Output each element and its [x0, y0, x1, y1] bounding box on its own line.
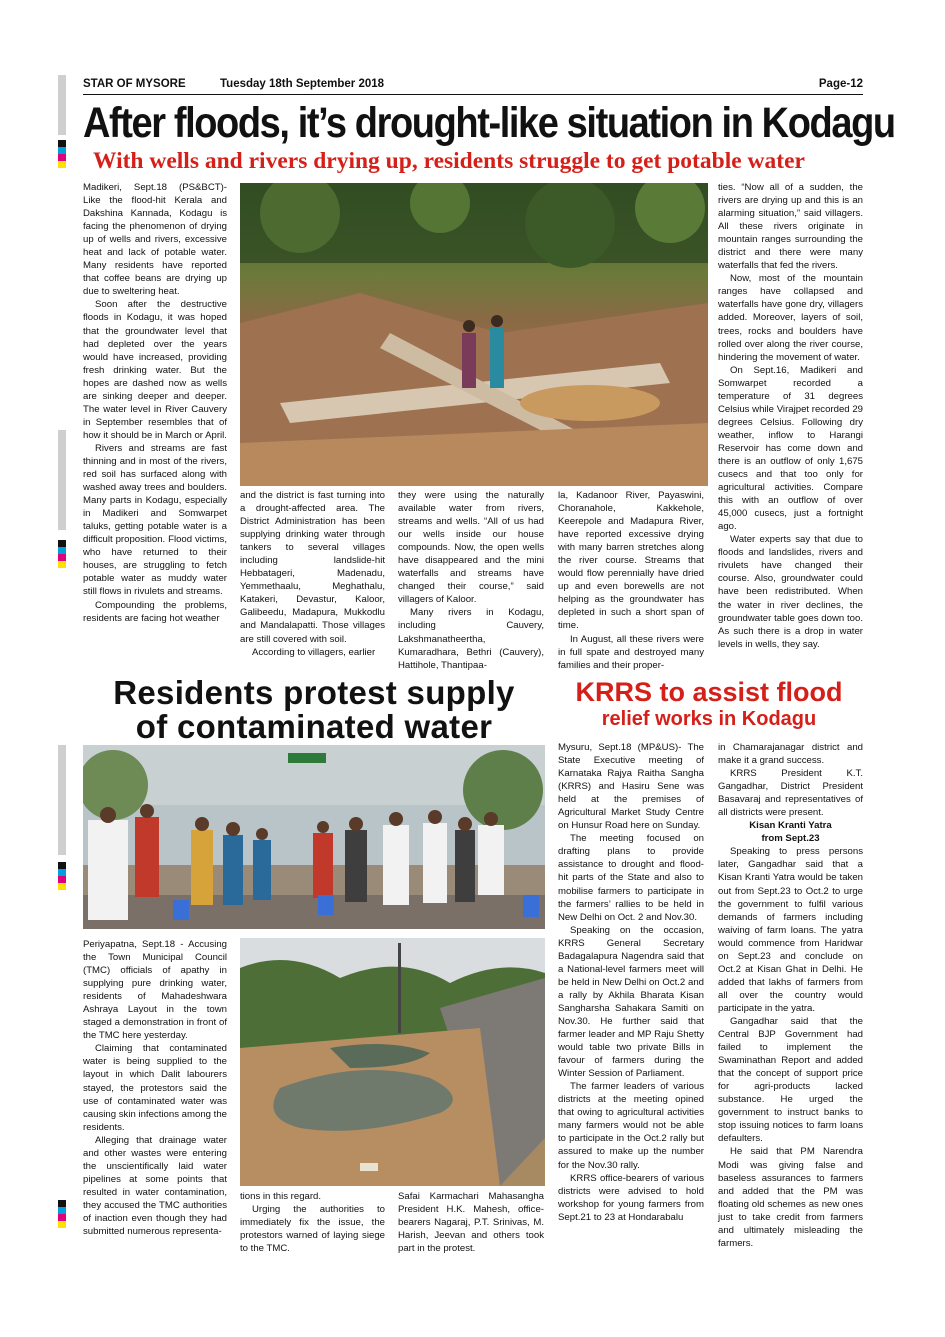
issue-date: Tuesday 18th September 2018 [220, 78, 385, 90]
flood-debris-photo [240, 183, 708, 486]
article2-column-3: Safai Karmachari Mahasangha President H.K. Mahesh, office-bearers Nagaraj, P.T. Srinivas, M. Harish, Jeevan and others took part in the protest. [398, 1191, 544, 1255]
main-headline: After floods, it’s drought-like situation in Kodagu [83, 100, 895, 148]
protest-group-photo [83, 745, 545, 929]
margin-strip [58, 430, 66, 530]
margin-strip [58, 745, 66, 855]
article2-headline: Residents protest supply of contaminated water [113, 674, 515, 745]
article1-column-2: and the district is fast turning into a drought-affected area. The District Administration has been supplying drinking water through tankers to several villages including landslide-hit Hebbatageri, Madenadu, Yemmethaalu, Meghathalu, Katakeri, Devastur, Kaloor, Galibeedu, Madapura, Mukkodlu and Mandalapatti. Those villages are still covered with soil. According to villagers, earlier [240, 490, 385, 658]
masthead-rule [83, 94, 863, 95]
article1-column-3: they were using the naturally available water from rivers, streams and wells. “All of us had our wells inside our house compounds. Now, the open wells have disappeared and the mini waterfalls and streams have changed their course,” said villagers of Kaloor. Many rivers in Kodagu, including Cauvery, Lakshmanatheertha, Kumaradhara, Bethri (Cauvery), Hattihole, Thantipaa- [398, 490, 544, 671]
article3-column-1: Mysuru, Sept.18 (MP&US)- The State Executive meeting of Karnataka Rajya Raitha Sangha (KRRS) and Hasiru Sene was held at the premises of Agricultural Market Study Centre on Hunsur Road here on Sunday. The meeting focused on drafting plans to provide assistance to drought and flood-hit parts of the State and also to mobilise farmers to participate in the farmers’ rallies to be held in New Delhi on Oct. 2 and Nov.30. Speaking on the occasion, KRRS General Secretary Badagalapura Nagendra said that a National-level farmers meet will be held in New Delhi on Oct.2 and a rally by Akhila Bharata Kisan Sangharsha Sahakara Samiti on Nov.30. He further said that farmer leader and MP Raju Shetty would table two private Bills in favour of farmers during the Winter Session of Parliament. The farmer leaders of various districts at the meeting opined that owing to agricultural activities many farmers would not be able to participate in the Oct.2 rally but assured to make up the number for the Nov.30 rally. KRRS office-bearers of various districts were advised to hold workshop for young farmers from Sept.21 to 23 at Hondarabalu [558, 742, 704, 1223]
masthead [83, 78, 863, 94]
page-number: Page-12 [818, 78, 863, 90]
registration-mark [58, 540, 66, 568]
newspaper-name: STAR OF MYSORE [83, 78, 186, 90]
article3-subhead: Kisan Kranti Yatra from Sept.23 [749, 820, 832, 845]
article2-column-1: Periyapatna, Sept.18 - Accusing the Town Municipal Council (TMC) officials of apathy in supplying pure drinking water, residents of Mahadeshwara Ashraya Layout in the town staged a demonstration in front of the TMC here yesterday. Claiming that contaminated water is being supplied to the layout in which Dalit labourers stayed, the protestors said the use of contaminated water was causing skin infections among the residents. Alleging that drainage water and other wastes were entering the unscientifically laid water pipelines at some points that resulted in water contamination, they accused the TMC authorities of inaction even though they had submitted numerous representa- [83, 939, 227, 1238]
article2-column-2: tions in this regard. Urging the authorities to immediately fix the issue, the protestors warned of laying siege to the TMC. [240, 1191, 385, 1255]
main-subhead: With wells and rivers drying up, residents struggle to get potable water [93, 148, 805, 174]
registration-mark [58, 862, 66, 890]
margin-strip [58, 75, 66, 135]
roadside-drain-photo [240, 938, 545, 1186]
registration-mark [58, 1200, 66, 1228]
article3-column-2: in Chamarajanagar district and make it a grand success. KRRS President K.T. Gangadhar, District President Basavaraj and representatives of all districts were present. Kisan Kranti Yatra from Sept.23 Speaking to press persons later, Gangadhar said that a Kisan Kranti Yatra would be taken out from Sept.23 to Oct.2 to urge the government to fulfil various demands of farmers including waiving of farm loans. The yatra would commence from Haridwar on Sept.23 and conclude on Oct.2 at Kisan Ghat in Delhi. He added that lakhs of farmers from all over the country would participate in the yatra. Gangadhar said that the Central BJP Government had failed to implement the Swaminathan Report and added that the concept of support price for agri-products lacked substance. He urged the government to instruct banks to stop issuing notices to farm loans defaulters. He said that PM Narendra Modi was giving false and baseless assurances to farmers and added that the PM was floating old schemes as new ones just to take credit from farmers and ultimately misleading the farmers. [718, 742, 863, 1249]
article3-headline: KRRS to assist flood relief works in Kodagu [575, 677, 843, 730]
article1-column-4: la, Kadanoor River, Payaswini, Choranahole, Kakkehole, Keerepole and Madapura River, have reported excessive drying with many barren stretches along the river course. Streams that would flow perennially have dried up and even borewells are not helping as the groundwater has depleted in such a short span of time. In August, all these rivers were in full spate and destroyed many families and their proper- [558, 490, 704, 671]
article1-column-1: Madikeri, Sept.18 (PS&BCT)- Like the flood-hit Kerala and Dakshina Kannada, Kodagu is facing the phenomenon of drying up of wells and rivers, excessive heat and lack of potable water. Many residents have reported that coffee beans are drying up due to sweltering heat. Soon after the destructive floods in Kodagu, it was hoped that the groundwater level that had depleted over the years would have increased, providing fresh drinking water. But the hopes are dashed now as wells are sinking deeper and deeper. The water level in River Cauvery in September resembles that of how it should be in March or April. Rivers and streams are fast thinning and in most of the rivers, red soil has surfaced along with washed away trees and boulders. Many parts in Kodagu, especially in Madikeri and Somwarpet taluks, getting potable water is a difficult proposition. Flood victims, who have returned to their houses, are struggling to fetch potable water as muddy water still flows in rivulets and streams. Compounding the problems, residents are facing hot weather [83, 182, 227, 624]
article1-column-5: ties. “Now all of a sudden, the rivers are drying up and this is an alarming situation,” said villagers. All these rivers originate in mountain ranges surrounding the district and there were many waterfalls that fed the rivers. Now, most of the mountain ranges have collapsed and waterfalls have gone dry, villagers added. Moreover, layers of soil, trees, rocks and boulders have rolled over along the river course, hindering the movement of water. On Sept.16, Madikeri and Somwarpet recorded a temperature of 31 degrees Celsius while Virajpet recorded 29 degrees Celsius. Following dry weather, inflow to Harangi Reservoir has come down and there is an outflow of only 1,675 cusecs and that too only for agricultural activities. Compare this with an outflow of over 45,000 cusecs, just a fortnight ago. Water experts say that due to floods and landslides, rivers and rivulets have changed their course. Also, groundwater could have been redistributed. When the water in river declines, the groundwater table goes down too. As such there is a drop in water levels in wells, they say. [718, 182, 863, 650]
registration-mark [58, 140, 66, 168]
